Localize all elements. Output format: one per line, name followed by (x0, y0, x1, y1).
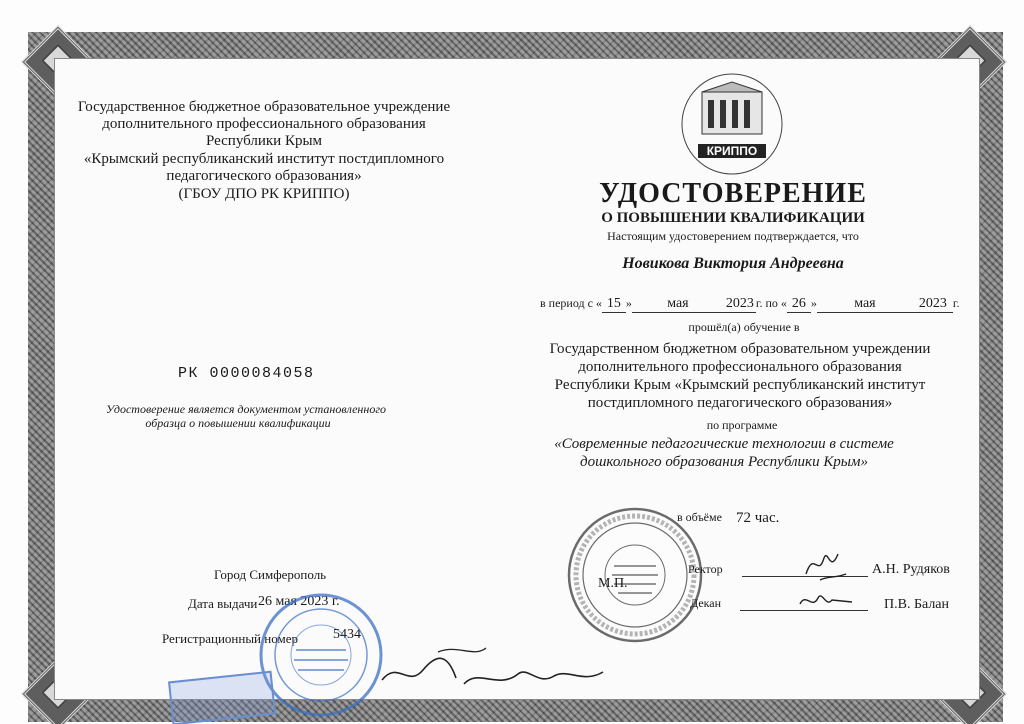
period-end-day: 26 (787, 296, 811, 313)
period-start-month: мая (632, 296, 724, 313)
institution-line: постдипломного педагогического образования» (587, 395, 893, 411)
certificate-title: УДОСТОВЕРЕНИЕ (599, 178, 867, 209)
passed-training-text: прошёл(а) обучение в (688, 320, 800, 334)
recipient-name: Новикова Виктория Андреевна (622, 255, 844, 272)
org-line: дополнительного профессионального образования (102, 116, 426, 132)
dean-signature (796, 586, 856, 616)
period-end-year: 2023 (913, 296, 953, 313)
rector-signature (800, 544, 850, 584)
serial-number: РК 0000084058 (178, 365, 315, 382)
period-separator: г. по « (755, 296, 787, 310)
institution-line: Республики Крым «Крымский республиканский институт (554, 377, 926, 393)
certificate-subtitle: О ПОВЫШЕНИИ КВАЛИФИКАЦИИ (601, 210, 865, 226)
registration-number: 5434 (333, 627, 361, 642)
seal-place-marker: М.П. (598, 576, 628, 591)
issue-date: 26 мая 2023 г. (258, 594, 340, 609)
period-end-month: мая (817, 296, 913, 313)
handwritten-certification-signature (378, 640, 608, 710)
dean-name: П.В. Балан (884, 597, 950, 612)
issue-date-label: Дата выдачи (188, 596, 258, 611)
period-prefix: в период с « (540, 296, 602, 310)
volume-hours: 72 час. (736, 510, 780, 526)
blue-copy-stamp (256, 590, 386, 720)
org-line: «Крымский республиканский институт постдипломного (83, 151, 445, 167)
program-title-line: «Современные педагогические технологии в системе (554, 436, 894, 452)
official-seal (566, 506, 704, 644)
registration-number-label: Регистрационный номер (162, 631, 298, 646)
training-period (540, 296, 960, 313)
period-start-year: 2023 (725, 296, 754, 311)
program-title-line: дошкольного образования Республики Крым» (579, 454, 869, 470)
city: Город Симферополь (214, 567, 327, 582)
org-line: Республики Крым (205, 133, 323, 149)
certificate-note-line: образца о повышении квалификации (145, 416, 331, 430)
period-suffix: г. (952, 296, 960, 310)
rector-label: Ректор (688, 562, 723, 576)
volume-label: в объёме (677, 510, 722, 524)
krippo-logo (680, 72, 784, 176)
rector-name: А.Н. Рудяков (872, 562, 950, 577)
period-quote: » (625, 296, 632, 310)
institution-line: Государственном бюджетном образовательном учреждении (549, 341, 931, 357)
program-label: по программе (706, 418, 778, 432)
org-line: Государственное бюджетное образовательное учреждение (77, 99, 451, 115)
dean-label: Декан (690, 596, 722, 610)
period-start-day: 15 (602, 296, 626, 313)
period-quote: » (810, 296, 817, 310)
logo-text: КРИППО (706, 144, 758, 158)
institution-line: дополнительного профессионального образования (578, 359, 902, 375)
certificate-note-line: Удостоверение является документом установленного (105, 402, 387, 416)
confirmation-text: Настоящим удостоверением подтверждается, что (607, 229, 859, 243)
org-line: (ГБОУ ДПО РК КРИППО) (178, 186, 350, 202)
org-line: педагогического образования» (166, 168, 362, 184)
